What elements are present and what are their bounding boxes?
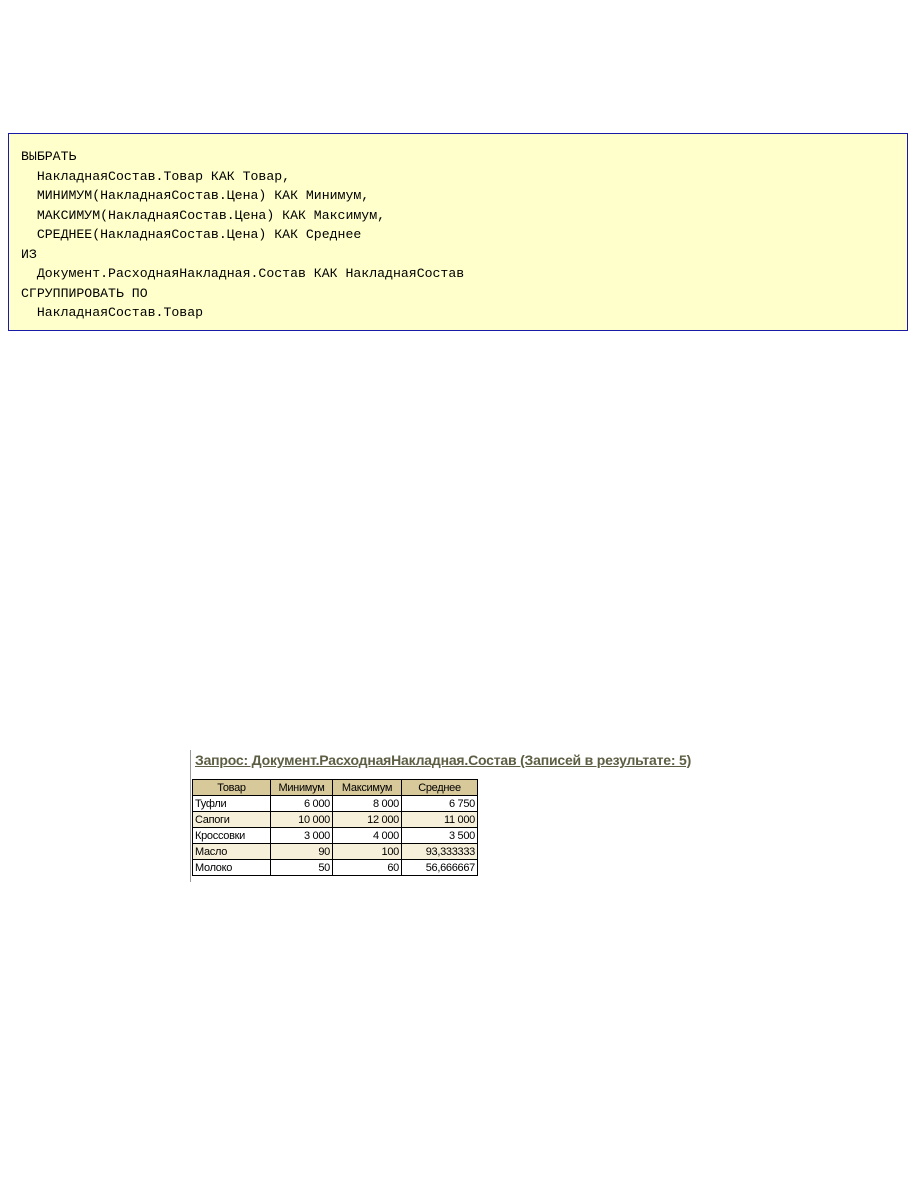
cell-item[interactable]: Сапоги xyxy=(193,812,271,828)
code-line: МИНИМУМ(НакладнаяСостав.Цена) КАК Минимум, xyxy=(21,188,370,203)
code-line: ВЫБРАТЬ xyxy=(21,149,77,164)
cell-maximum[interactable]: 4 000 xyxy=(333,828,402,844)
code-line: ИЗ xyxy=(21,246,37,262)
column-header-average[interactable]: Среднее xyxy=(402,780,478,796)
cell-maximum[interactable]: 8 000 xyxy=(333,796,402,812)
query-code-block xyxy=(8,133,908,331)
query-result-panel xyxy=(190,750,730,882)
table-row[interactable] xyxy=(193,844,478,860)
cell-item[interactable]: Молоко xyxy=(193,860,271,876)
query-result-table xyxy=(192,779,478,876)
table-row[interactable] xyxy=(193,828,478,844)
code-line: СРЕДНЕЕ(НакладнаяСостав.Цена) КАК Среднее xyxy=(21,227,362,242)
code-line: МАКСИМУМ(НакладнаяСостав.Цена) КАК Максимум, xyxy=(21,207,386,223)
cell-minimum[interactable]: 3 000 xyxy=(271,828,333,844)
cell-minimum[interactable]: 10 000 xyxy=(271,812,333,828)
cell-item[interactable]: Кроссовки xyxy=(193,828,271,844)
cell-minimum[interactable]: 6 000 xyxy=(271,796,333,812)
cell-average[interactable]: 11 000 xyxy=(402,812,478,828)
query-result-title[interactable]: Запрос: Документ.РасходнаяНакладная.Состав (Записей в результате: 5) xyxy=(195,752,692,768)
table-row[interactable] xyxy=(193,812,478,828)
column-header-minimum[interactable]: Минимум xyxy=(271,780,333,796)
table-header-row xyxy=(193,780,478,796)
table-row[interactable] xyxy=(193,796,478,812)
column-header-maximum[interactable]: Максимум xyxy=(333,780,402,796)
column-header-item[interactable]: Товар xyxy=(193,780,271,796)
code-line: СГРУППИРОВАТЬ ПО xyxy=(21,285,148,301)
cell-average[interactable]: 93,333333 xyxy=(402,844,478,860)
table-row[interactable] xyxy=(193,860,478,876)
cell-maximum[interactable]: 12 000 xyxy=(333,812,402,828)
code-line: НакладнаяСостав.Товар xyxy=(21,305,204,320)
panel-left-divider xyxy=(190,750,191,882)
cell-average[interactable]: 56,666667 xyxy=(402,860,478,876)
query-code-lines xyxy=(21,147,464,323)
cell-average[interactable]: 6 750 xyxy=(402,796,478,812)
cell-maximum[interactable]: 100 xyxy=(333,844,402,860)
cell-average[interactable]: 3 500 xyxy=(402,828,478,844)
cell-minimum[interactable]: 90 xyxy=(271,844,333,860)
cell-item[interactable]: Туфли xyxy=(193,796,271,812)
cell-item[interactable]: Масло xyxy=(193,844,271,860)
cell-maximum[interactable]: 60 xyxy=(333,860,402,876)
code-line: Документ.РасходнаяНакладная.Состав КАК НакладнаяСостав xyxy=(21,266,465,281)
cell-minimum[interactable]: 50 xyxy=(271,860,333,876)
code-line: НакладнаяСостав.Товар КАК Товар, xyxy=(21,168,291,184)
